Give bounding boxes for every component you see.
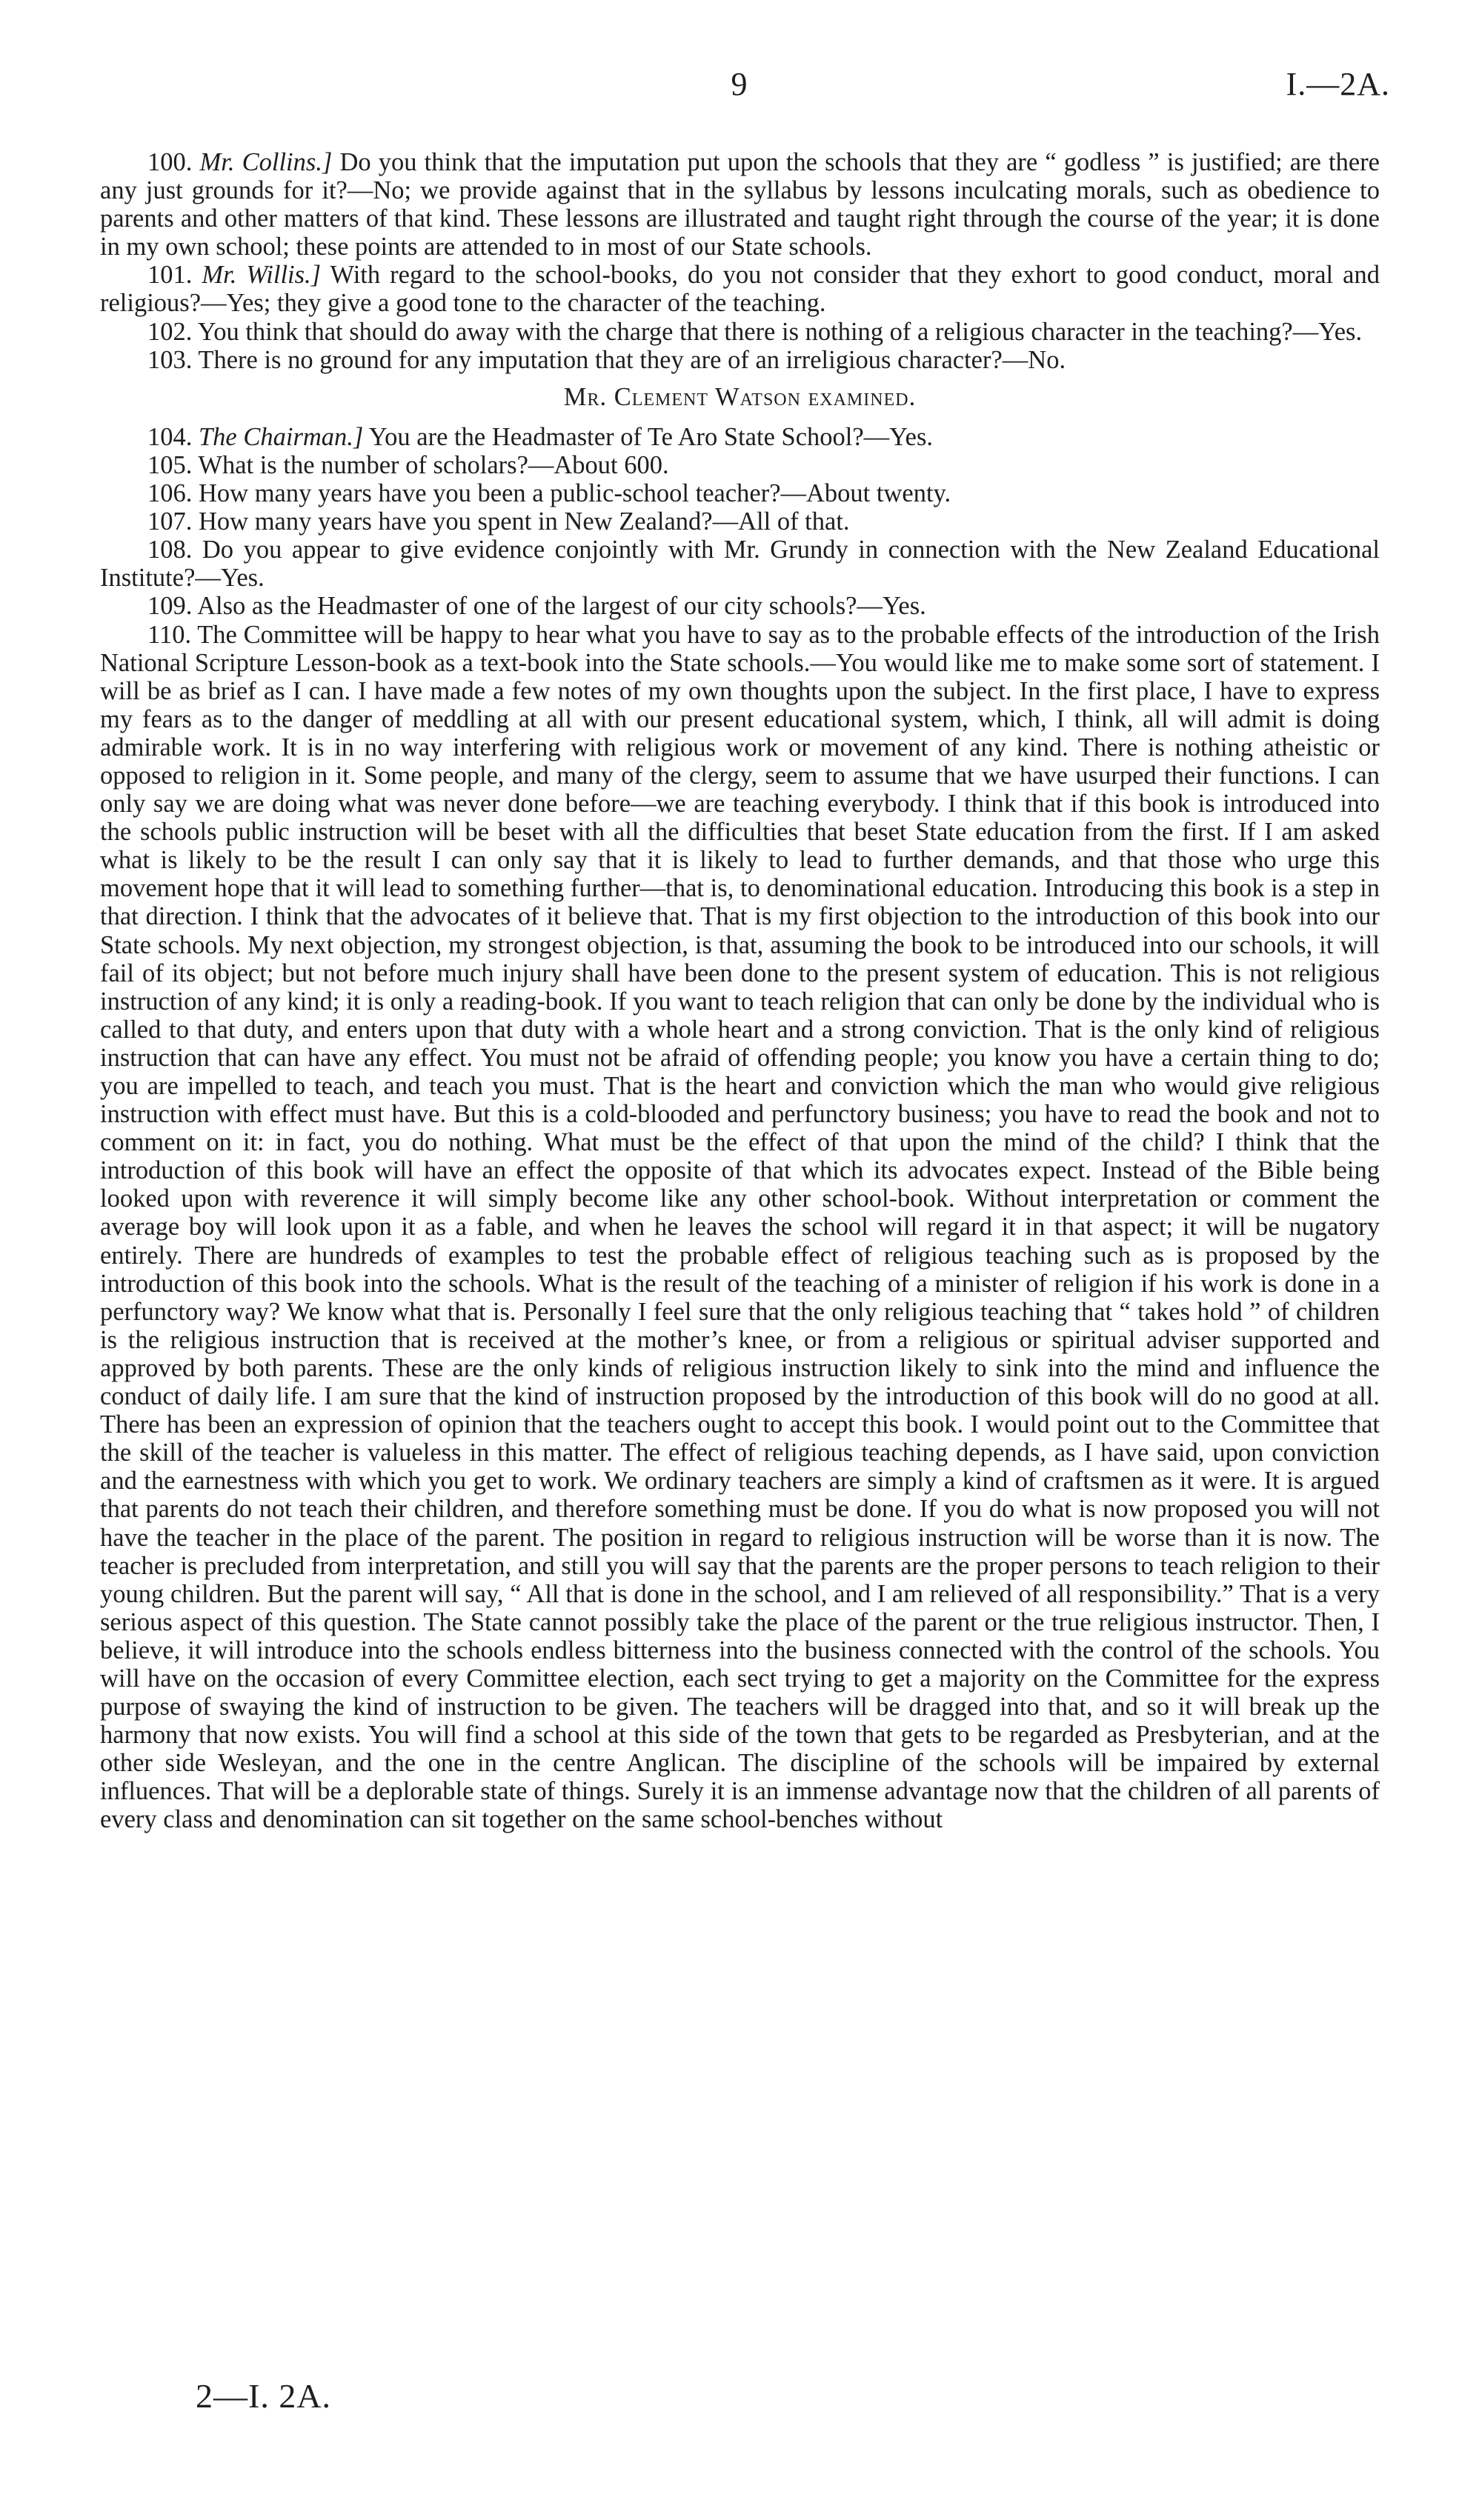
question-paragraph — [100, 451, 1380, 479]
speaker-name: Mr. Willis.] — [202, 261, 322, 290]
section-heading: Mr. Clement Watson examined. — [563, 382, 917, 411]
question-paragraph — [100, 148, 1380, 261]
paragraph-text: Do you appear to give evidence conjointly with Mr. Grundy in connection with the New Zealand Educational Institute?—Yes. — [100, 536, 1380, 593]
paragraph-text: Also as the Headmaster of one of the largest of our city schools?—Yes. — [197, 592, 926, 621]
paragraph-text: You are the Headmaster of Te Aro State School?—Yes. — [363, 422, 933, 451]
paragraph-text: How many years have you spent in New Zealand?—All of that. — [199, 507, 850, 536]
page-number: 9 — [731, 66, 748, 102]
paragraph-text: With regard to the school-books, do you not consider that they exhort to good conduct, moral and religious?—Yes; they give a good tone to the character of the teaching. — [100, 261, 1380, 318]
paragraph-text: There is no ground for any imputation that they are of an irreligious character?—No. — [198, 345, 1066, 374]
page-signature: 2—I. 2A. — [196, 2377, 332, 2415]
question-number: 105. — [147, 450, 193, 479]
question-number: 102. — [147, 317, 193, 346]
question-paragraph — [100, 536, 1380, 592]
paragraph-text: You think that should do away with the charge that there is nothing of a religious character in the teaching?—Yes. — [197, 317, 1363, 346]
question-paragraph — [100, 592, 1380, 620]
question-paragraph — [100, 346, 1380, 374]
question-number: 104. — [147, 422, 193, 451]
question-paragraph — [100, 507, 1380, 536]
question-number: 108. — [147, 536, 193, 564]
question-number: 106. — [147, 479, 193, 508]
speaker-name: Mr. Collins.] — [199, 148, 333, 176]
document-code: I.—2A. — [1286, 66, 1390, 102]
paragraph-text: How many years have you been a public-school teacher?—About twenty. — [199, 479, 951, 508]
question-number: 110. — [147, 620, 192, 649]
paragraph-text: The Committee will be happy to hear what you have to say as to the probable effects of the introduction of the Irish National Scripture Lesson-book as a text-book into the State schools.—You would like me to make some sort of statement. I will be as brief as I can. I have made a few notes of my own thoughts upon the subject. In the first place, I have to express my fears as to the danger of meddling at all with our present educational system, which, I think, all will admit is doing admirable work. It is in no way interfering with religious work or movement of any kind. There is nothing atheistic or opposed to religion in it. Some people, and many of the clergy, seem to assume that we have usurped their functions. I can only say we are doing what was never done before—we are teaching everybody. I think that if this book is introduced into the schools public instruction will be beset with all the difficulties that beset State education from the first. If I am asked what is likely to be the result I can only say that it is likely to lead to further demands, and that those who urge this movement hope that it will lead to something further—that is, to denominational education. Introducing this book is a step in that direction. I think that the advocates of it believe that. That is my first objection to the introduction of this book into our State schools. My next objection, my strongest objection, is that, assuming the book to be introduced into our schools, it will fail of its object; but not before much injury shall have been done to the present system of education. This is not religious instruction of any kind; it is only a reading-book. If you want to teach religion that can only be done by the individual who is called to that duty, and enters upon that duty with a whole heart and a strong conviction. That is the only kind of religious instruction that can have any effect. You must not be afraid of offending people; you know you have a certain thing to do; you are impelled to teach, and teach you must. That is the heart and conviction which the man who would give religious instruction with effect must have. But this is a cold-blooded and perfunctory business; you have to read the book and not to comment on it: in fact, you do nothing. What must be the effect of that upon the mind of the child? I think that the introduction of this book will have an effect the opposite of that which its advocates expect. Instead of the Bible being looked upon with reverence it will simply become like any other school-book. Without interpretation or comment the average boy will look upon it as a fable, and when he leaves the school will regard it in that aspect; it will be nugatory entirely. There are hundreds of examples to test the probable effect of religious teaching such as is proposed by the introduction of this book into the schools. What is the result of the teaching of a minister of religion if his work is done in a perfunctory way? We know what that is. Personally I feel sure that the only religious teaching that “ takes hold ” of children is the religious instruction that is received at the mother’s knee, or from a religious or spiritual adviser supported and approved by both parents. These are the only kinds of religious instruction likely to sink into the mind and influence the conduct of daily life. I am sure that the kind of instruction proposed by the introduction of this book will do no good at all. There has been an expression of opinion that the teachers ought to accept this book. I would point out to the Committee that the skill of the teacher is valueless in this matter. The effect of religious teaching depends, as I have said, upon conviction and the earnestness with which you get to work. We ordinary teachers are simply a kind of craftsmen as it were. It is argued that parents do not teach their children, and therefore something must be done. If you do what is now proposed you will not have the teacher in the place of the parent. The position in regard to religious instruction will be worse than it is now. The teacher is precluded from interpretation, and still you will say that the parents are the proper persons to teach religion to their young children. But the parent will say, “ All that is done in the school, and I am relieved of all responsibility.” That is a very serious aspect of this question. The State cannot possibly take the place of the parent or the true religious instructor. Then, I believe, it will introduce into the schools endless bitterness into the business connected with the control of the schools. You will have on the occasion of every Committee election, each sect trying to get a majority on the Committee for the express purpose of swaying the kind of instruction to be given. The teachers will be dragged into that, and so it will break up the harmony that now exists. You will find a school at this side of the town that gets to be regarded as Presbyterian, and at the other side Wesleyan, and the one in the centre Anglican. The discipline of the schools will be impaired by external influences. That will be a deplorable state of things. Surely it is an immense advantage now that the children of all parents of every class and denomination can sit together on the same school-benches without — [100, 620, 1380, 1834]
question-number: 103. — [147, 345, 193, 374]
question-paragraph — [100, 479, 1380, 507]
document-body — [100, 148, 1380, 1834]
speaker-name: The Chairman.] — [199, 422, 364, 451]
question-number: 100. — [147, 148, 193, 176]
question-paragraph — [100, 318, 1380, 346]
question-number: 109. — [147, 592, 193, 621]
question-number: 107. — [147, 507, 193, 536]
question-paragraph — [100, 423, 1380, 451]
question-number: 101. — [147, 261, 193, 290]
paragraph-text: Do you think that the imputation put upon the schools that they are “ godless ” is justified; are there any just grounds for it?—No; we provide against that in the syllabus by lessons inculcating morals, such as obedience to parents and other matters of that kind. These lessons are illustrated and taught right through the course of the year; it is done in my own school; these points are attended to in most of our State schools. — [100, 148, 1380, 261]
question-paragraph — [100, 261, 1380, 317]
paragraph-text: What is the number of scholars?—About 600. — [198, 450, 669, 479]
question-paragraph — [100, 621, 1380, 1834]
